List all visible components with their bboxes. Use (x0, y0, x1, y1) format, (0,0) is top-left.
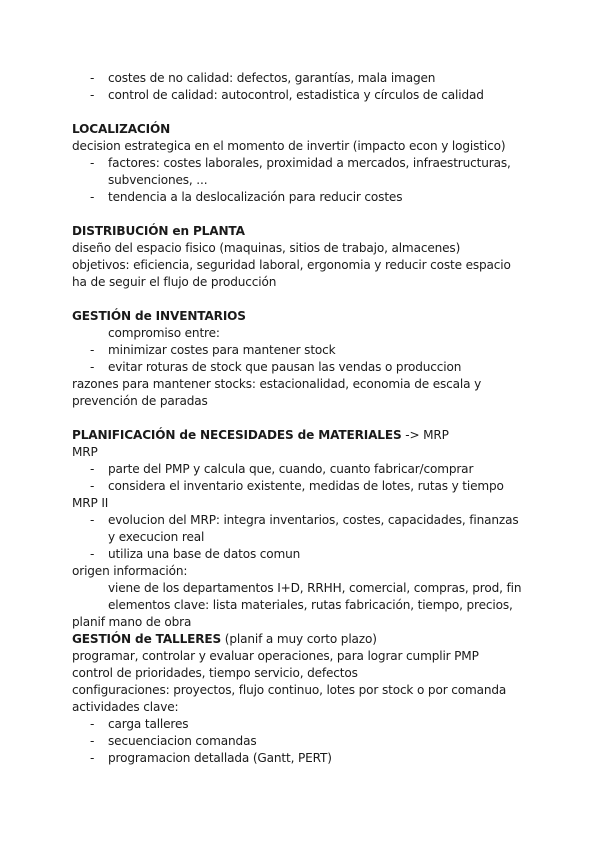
subheading-mrp: MRP (72, 445, 98, 459)
bullet-item (72, 716, 542, 733)
paragraph-line: diseño del espacio fisico (maquinas, sitios de trabajo, almacenes) (72, 241, 461, 255)
bullet-text: carga talleres (108, 717, 189, 731)
indented-line: viene de los departamentos I+D, RRHH, comercial, compras, prod, fin (108, 581, 522, 595)
bullet-dash: - (90, 88, 95, 102)
section-heading-distribucion: DISTRIBUCIÓN en PLANTA (72, 224, 245, 238)
bullet-dash: - (90, 462, 95, 476)
paragraph-line: planif mano de obra (72, 615, 192, 629)
bullet-text: factores: costes laborales, proximidad a mercados, infraestructuras, (108, 156, 511, 170)
section-heading-localizacion: LOCALIZACIÓN (72, 122, 171, 136)
paragraph-line: prevención de paradas (72, 394, 208, 408)
subheading-mrp-ii: MRP II (72, 496, 109, 510)
bullet-dash: - (90, 751, 95, 765)
bullet-dash: - (90, 190, 95, 204)
bullet-continuation (72, 529, 542, 546)
bullet-item (72, 546, 542, 563)
section-heading-talleres (72, 631, 542, 648)
bullet-text: minimizar costes para mantener stock (108, 343, 336, 357)
heading-suffix-text: (planif a muy corto plazo) (221, 632, 377, 646)
bullet-item (72, 155, 542, 172)
paragraph-line: origen información: (72, 564, 188, 578)
bullet-text: programacion detallada (Gantt, PERT) (108, 751, 332, 765)
bullet-dash: - (90, 343, 95, 357)
paragraph-line: objetivos: eficiencia, seguridad laboral, ergonomia y reducir coste espacio (72, 258, 511, 272)
bullet-item (72, 750, 542, 767)
bullet-dash: - (90, 734, 95, 748)
bullet-item (72, 70, 542, 87)
paragraph-line: razones para mantener stocks: estacionalidad, economia de escala y (72, 377, 482, 391)
paragraph-line: ha de seguir el flujo de producción (72, 275, 277, 289)
bullet-item (72, 461, 542, 478)
section-heading-planificacion (72, 427, 542, 444)
bullet-text: control de calidad: autocontrol, estadistica y círculos de calidad (108, 88, 484, 102)
bullet-dash: - (90, 360, 95, 374)
bullet-dash: - (90, 513, 95, 527)
bullet-text: costes de no calidad: defectos, garantías, mala imagen (108, 71, 436, 85)
bullet-text: considera el inventario existente, medidas de lotes, rutas y tiempo (108, 479, 504, 493)
document-content (72, 70, 542, 767)
bullet-dash: - (90, 717, 95, 731)
bullet-text: subvenciones, ... (108, 173, 208, 187)
paragraph-line: actividades clave: (72, 700, 179, 714)
heading-suffix-text: -> MRP (401, 428, 449, 442)
bullet-text: tendencia a la deslocalización para reducir costes (108, 190, 403, 204)
bullet-item (72, 359, 542, 376)
heading-bold-text: GESTIÓN de TALLERES (72, 632, 222, 646)
section-heading-inventarios: GESTIÓN de INVENTARIOS (72, 309, 246, 323)
paragraph-line: control de prioridades, tiempo servicio, defectos (72, 666, 358, 680)
bullet-dash: - (90, 71, 95, 85)
bullet-item (72, 733, 542, 750)
bullet-continuation (72, 172, 542, 189)
paragraph-line: configuraciones: proyectos, flujo continuo, lotes por stock o por comanda (72, 683, 507, 697)
paragraph-line: decision estrategica en el momento de invertir (impacto econ y logistico) (72, 139, 506, 153)
bullet-dash: - (90, 479, 95, 493)
heading-bold-text: PLANIFICACIÓN de NECESIDADES de MATERIALES (72, 428, 402, 442)
bullet-dash: - (90, 156, 95, 170)
paragraph-line: programar, controlar y evaluar operaciones, para lograr cumplir PMP (72, 649, 479, 663)
indented-line: compromiso entre: (108, 326, 220, 340)
bullet-text: utiliza una base de datos comun (108, 547, 301, 561)
indented-line: elementos clave: lista materiales, rutas fabricación, tiempo, precios, (108, 598, 513, 612)
bullet-item (72, 478, 542, 495)
bullet-text: y execucion real (108, 530, 205, 544)
bullet-text: parte del PMP y calcula que, cuando, cuanto fabricar/comprar (108, 462, 474, 476)
bullet-text: evitar roturas de stock que pausan las vendas o produccion (108, 360, 462, 374)
bullet-item (72, 342, 542, 359)
bullet-text: secuenciacion comandas (108, 734, 257, 748)
bullet-dash: - (90, 547, 95, 561)
bullet-item (72, 512, 542, 529)
bullet-item (72, 87, 542, 104)
bullet-text: evolucion del MRP: integra inventarios, costes, capacidades, finanzas (108, 513, 519, 527)
bullet-item (72, 189, 542, 206)
